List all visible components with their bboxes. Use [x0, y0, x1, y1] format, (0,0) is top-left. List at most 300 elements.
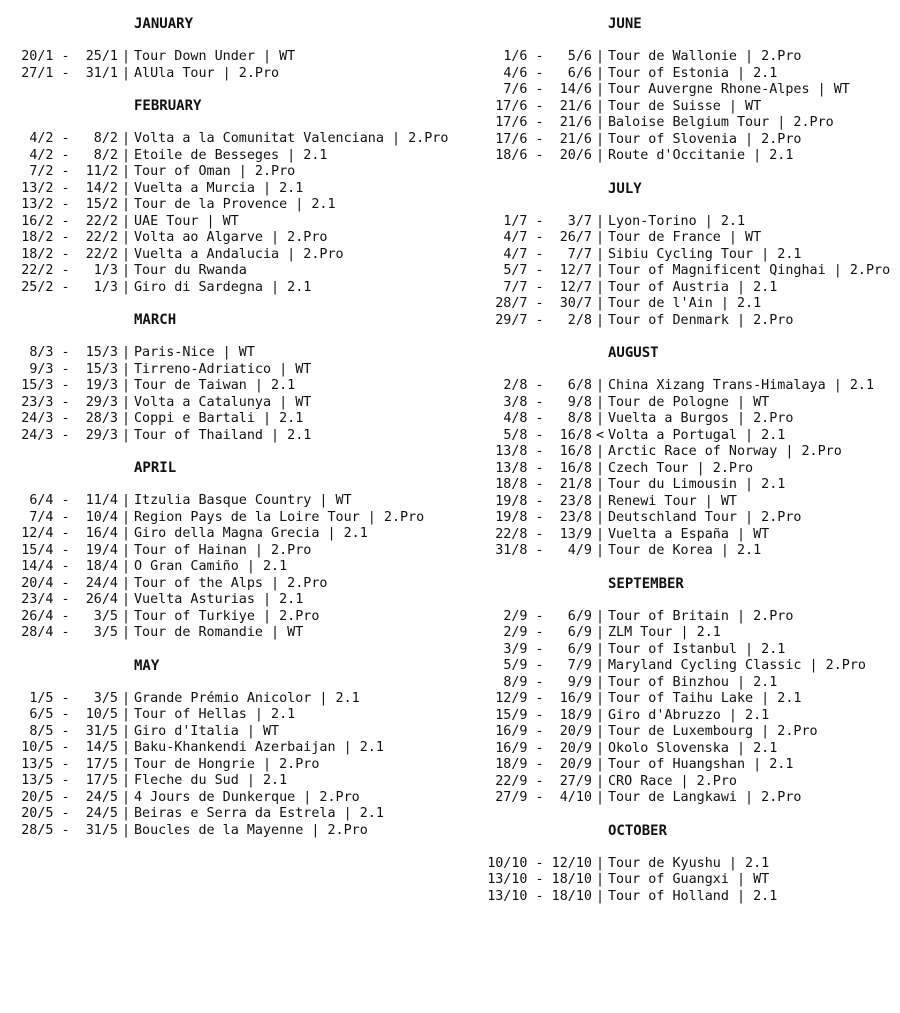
race-separator: |	[595, 460, 605, 476]
race-row	[474, 378, 900, 395]
race-separator: |	[595, 477, 605, 492]
race-separator: |	[121, 789, 131, 805]
race-dates: 13/8 - 16/8	[495, 460, 592, 476]
race-separator: |	[121, 263, 131, 278]
race-dates: 3/8 - 9/8	[503, 394, 592, 410]
right-column	[474, 0, 900, 905]
race-dates: 1/5 - 3/5	[29, 690, 118, 706]
race-row	[474, 642, 900, 659]
race-separator: |	[595, 115, 605, 130]
race-dates: 13/10 - 18/10	[487, 872, 592, 887]
race-row	[0, 197, 450, 214]
race-row	[0, 740, 450, 757]
race-dates: 4/8 - 8/8	[503, 411, 592, 426]
race-row	[0, 395, 450, 412]
month-section	[474, 807, 900, 906]
race-separator: |	[595, 82, 605, 97]
race-dates: 20/4 - 24/4	[21, 575, 118, 591]
race-row	[474, 527, 900, 544]
race-separator: |	[595, 724, 605, 739]
race-name: Vuelta Asturias | 2.1	[134, 592, 304, 607]
race-list	[474, 856, 900, 906]
race-dates: 2/9 - 6/9	[503, 625, 592, 640]
race-name: Maryland Cycling Classic | 2.Pro	[608, 658, 866, 673]
race-separator: |	[121, 493, 131, 508]
race-dates: 10/5 - 14/5	[21, 740, 118, 755]
race-row	[474, 494, 900, 511]
race-separator: |	[121, 65, 131, 81]
race-separator: |	[595, 757, 605, 772]
race-name: Tour du Rwanda	[134, 263, 247, 278]
race-separator: |	[121, 509, 131, 525]
race-name: Tour Auvergne Rhone-Alpes | WT	[608, 82, 850, 97]
race-separator: |	[121, 131, 131, 146]
race-name: Tirreno-Adriatico | WT	[134, 361, 312, 377]
race-list	[0, 691, 450, 840]
race-row	[0, 263, 450, 280]
race-row	[0, 148, 450, 165]
race-separator: |	[121, 427, 131, 443]
race-name: Tour of Istanbul | 2.1	[608, 641, 786, 657]
race-separator: |	[595, 394, 605, 410]
race-row	[474, 49, 900, 66]
month-title-june: JUNE	[608, 16, 642, 32]
race-dates: 17/6 - 21/6	[495, 98, 592, 114]
race-name: Etoile de Besseges | 2.1	[134, 147, 328, 163]
race-name: Baku-Khankendi Azerbaijan | 2.1	[134, 740, 384, 755]
race-separator: |	[595, 740, 605, 756]
race-name: Volta a Portugal | 2.1	[608, 427, 786, 443]
race-row	[474, 691, 900, 708]
race-dates: 4/7 - 7/7	[503, 246, 592, 262]
race-name: AlUla Tour | 2.Pro	[134, 65, 280, 81]
race-dates: 27/9 - 4/10	[495, 790, 592, 805]
race-separator: |	[121, 361, 131, 377]
race-dates: 18/2 - 22/2	[21, 246, 118, 262]
race-row	[474, 790, 900, 807]
race-dates: 6/5 - 10/5	[29, 707, 118, 722]
race-list	[474, 378, 900, 560]
month-section	[474, 560, 900, 807]
month-section	[0, 444, 450, 642]
race-row	[474, 510, 900, 527]
race-row	[0, 493, 450, 510]
race-name: Coppi e Bartali | 2.1	[134, 411, 304, 426]
race-separator: |	[121, 279, 131, 295]
race-dates: 28/4 - 3/5	[21, 625, 118, 640]
race-separator: |	[121, 707, 131, 722]
race-separator: |	[595, 641, 605, 657]
race-name: Grande Prémio Anicolor | 2.1	[134, 690, 360, 706]
race-dates: 2/8 - 6/8	[503, 378, 592, 393]
race-row	[0, 773, 450, 790]
race-name: Route d'Occitanie | 2.1	[608, 148, 794, 163]
race-dates: 26/4 - 3/5	[21, 608, 118, 624]
race-name: Fleche du Sud | 2.1	[134, 773, 288, 788]
race-row	[474, 444, 900, 461]
race-separator: |	[121, 690, 131, 706]
race-separator: |	[595, 246, 605, 262]
race-name: Tour du Limousin | 2.1	[608, 477, 786, 492]
race-separator: |	[595, 378, 605, 393]
race-name: Beiras e Serra da Estrela | 2.1	[134, 806, 384, 821]
race-row	[0, 181, 450, 198]
race-list	[0, 49, 450, 82]
race-name: Tour of Thailand | 2.1	[134, 427, 312, 443]
race-dates: 4/6 - 6/6	[503, 65, 592, 81]
race-name: Tour of Binzhou | 2.1	[608, 674, 778, 690]
race-separator: |	[595, 312, 605, 328]
race-name: Tour of Denmark | 2.Pro	[608, 312, 794, 328]
race-row	[0, 823, 450, 840]
race-name: Okolo Slovenska | 2.1	[608, 740, 778, 756]
race-row	[0, 609, 450, 626]
race-dates: 17/6 - 21/6	[495, 115, 592, 130]
race-row	[474, 625, 900, 642]
month-title-march: MARCH	[134, 312, 177, 328]
race-separator: |	[121, 723, 131, 739]
race-row	[474, 889, 900, 906]
race-name: Tour of Magnificent Qinghai | 2.Pro	[608, 263, 891, 278]
month-title-april: APRIL	[134, 460, 177, 476]
race-dates: 20/5 - 24/5	[21, 806, 118, 821]
race-separator: |	[121, 345, 131, 360]
race-separator: |	[121, 180, 131, 196]
race-separator: |	[595, 279, 605, 295]
race-separator: |	[595, 773, 605, 789]
race-separator: |	[595, 888, 605, 904]
race-separator: |	[595, 658, 605, 673]
race-dates: 15/9 - 18/9	[495, 707, 592, 723]
race-separator: |	[595, 411, 605, 426]
race-separator: <	[595, 427, 605, 443]
race-row	[0, 378, 450, 395]
race-dates: 18/6 - 20/6	[495, 148, 592, 163]
race-name: Giro d'Abruzzo | 2.1	[608, 707, 770, 723]
race-separator: |	[121, 575, 131, 591]
race-dates: 8/3 - 15/3	[29, 345, 118, 360]
race-dates: 19/8 - 23/8	[495, 493, 592, 509]
race-separator: |	[121, 147, 131, 163]
race-name: Czech Tour | 2.Pro	[608, 460, 754, 476]
race-row	[0, 362, 450, 379]
race-name: Tour de Wallonie | 2.Pro	[608, 49, 802, 64]
race-dates: 12/4 - 16/4	[21, 526, 118, 541]
race-separator: |	[595, 526, 605, 542]
race-row	[474, 247, 900, 264]
race-dates: 12/9 - 16/9	[495, 691, 592, 706]
race-row	[474, 115, 900, 132]
race-row	[0, 806, 450, 823]
race-row	[0, 230, 450, 247]
race-row	[0, 625, 450, 642]
race-separator: |	[595, 148, 605, 163]
month-section	[0, 0, 450, 82]
race-row	[474, 461, 900, 478]
race-name: Renewi Tour | WT	[608, 493, 737, 509]
race-list	[0, 345, 450, 444]
race-dates: 13/5 - 17/5	[21, 756, 118, 772]
race-name: Volta ao Algarve | 2.Pro	[134, 230, 328, 245]
race-separator: |	[121, 822, 131, 838]
race-list	[0, 131, 450, 296]
race-name: Boucles de la Mayenne | 2.Pro	[134, 822, 368, 838]
race-row	[0, 592, 450, 609]
race-name: Tour of Huangshan | 2.1	[608, 757, 794, 772]
race-dates: 22/8 - 13/9	[495, 526, 592, 542]
race-name: Tour de Luxembourg | 2.Pro	[608, 724, 818, 739]
race-row	[0, 790, 450, 807]
race-separator: |	[121, 740, 131, 755]
race-separator: |	[121, 592, 131, 607]
race-dates: 31/8 - 4/9	[495, 543, 592, 558]
race-dates: 1/7 - 3/7	[503, 213, 592, 229]
race-dates: 16/9 - 20/9	[495, 724, 592, 739]
race-dates: 22/2 - 1/3	[21, 263, 118, 278]
race-name: Tour of Hainan | 2.Pro	[134, 542, 312, 558]
race-row	[474, 66, 900, 83]
race-row	[474, 296, 900, 313]
race-row	[0, 691, 450, 708]
race-dates: 17/6 - 21/6	[495, 131, 592, 147]
race-separator: |	[595, 543, 605, 558]
month-title-february: FEBRUARY	[134, 98, 202, 114]
race-separator: |	[121, 197, 131, 212]
race-separator: |	[595, 625, 605, 640]
race-dates: 15/3 - 19/3	[21, 378, 118, 393]
race-dates: 22/9 - 27/9	[495, 773, 592, 789]
race-dates: 9/3 - 15/3	[29, 361, 118, 377]
month-section	[474, 329, 900, 560]
race-dates: 20/1 - 25/1	[21, 49, 118, 64]
race-row	[474, 658, 900, 675]
race-separator: |	[121, 806, 131, 821]
race-name: Baloise Belgium Tour | 2.Pro	[608, 115, 834, 130]
race-row	[0, 757, 450, 774]
race-separator: |	[595, 608, 605, 624]
month-title-july: JULY	[608, 180, 642, 197]
month-title-october: OCTOBER	[608, 822, 668, 839]
race-name: Tour de Taiwan | 2.1	[134, 378, 296, 393]
month-title-may: MAY	[134, 657, 160, 674]
race-separator: |	[121, 394, 131, 410]
race-dates: 6/4 - 11/4	[29, 493, 118, 508]
race-row	[474, 82, 900, 99]
race-dates: 7/4 - 10/4	[29, 509, 118, 525]
race-name: Tour de la Provence | 2.1	[134, 197, 336, 212]
race-dates: 7/7 - 12/7	[503, 279, 592, 295]
race-name: Sibiu Cycling Tour | 2.1	[608, 246, 802, 262]
race-list	[474, 609, 900, 807]
race-dates: 5/9 - 7/9	[503, 658, 592, 673]
race-separator: |	[595, 674, 605, 690]
race-dates: 14/4 - 18/4	[21, 559, 118, 574]
race-separator: |	[595, 493, 605, 509]
race-name: Giro di Sardegna | 2.1	[134, 279, 312, 295]
race-separator: |	[121, 542, 131, 558]
race-separator: |	[595, 872, 605, 887]
race-name: Giro della Magna Grecia | 2.1	[134, 526, 368, 541]
month-title-september: SEPTEMBER	[608, 575, 684, 592]
race-name: Tour of the Alps | 2.Pro	[134, 575, 328, 591]
race-dates: 23/4 - 26/4	[21, 592, 118, 607]
race-separator: |	[121, 625, 131, 640]
race-separator: |	[595, 691, 605, 706]
race-separator: |	[121, 378, 131, 393]
race-name: Deutschland Tour | 2.Pro	[608, 510, 802, 525]
race-separator: |	[121, 608, 131, 624]
race-dates: 16/9 - 20/9	[495, 740, 592, 756]
race-separator: |	[121, 559, 131, 574]
month-title-august: AUGUST	[608, 345, 659, 361]
race-row	[0, 247, 450, 264]
race-dates: 13/8 - 16/8	[495, 444, 592, 459]
race-dates: 15/4 - 19/4	[21, 542, 118, 558]
race-dates: 13/10 - 18/10	[487, 888, 592, 904]
race-name: Tour de l'Ain | 2.1	[608, 296, 762, 311]
race-dates: 20/5 - 24/5	[21, 789, 118, 805]
race-name: 4 Jours de Dunkerque | 2.Pro	[134, 789, 360, 805]
race-dates: 5/8 - 16/8	[503, 427, 592, 443]
race-dates: 4/7 - 26/7	[503, 230, 592, 245]
race-dates: 25/2 - 1/3	[21, 279, 118, 295]
race-row	[0, 131, 450, 148]
race-name: Giro d'Italia | WT	[134, 723, 280, 739]
race-dates: 23/3 - 29/3	[21, 394, 118, 410]
race-name: Vuelta a España | WT	[608, 526, 770, 542]
race-name: Tour de France | WT	[608, 230, 762, 245]
race-name: Lyon-Torino | 2.1	[608, 213, 746, 229]
race-dates: 3/9 - 6/9	[503, 641, 592, 657]
race-name: ZLM Tour | 2.1	[608, 625, 721, 640]
race-separator: |	[121, 49, 131, 64]
race-row	[0, 543, 450, 560]
race-separator: |	[595, 213, 605, 229]
race-row	[0, 428, 450, 445]
race-name: Vuelta a Andalucia | 2.Pro	[134, 246, 344, 262]
race-row	[474, 477, 900, 494]
race-dates: 1/6 - 5/6	[503, 49, 592, 64]
race-dates: 19/8 - 23/8	[495, 510, 592, 525]
race-separator: |	[121, 773, 131, 788]
race-dates: 18/8 - 21/8	[495, 477, 592, 492]
race-row	[0, 411, 450, 428]
race-separator: |	[595, 510, 605, 525]
race-name: Tour of Britain | 2.Pro	[608, 608, 794, 624]
race-row	[474, 132, 900, 149]
race-row	[474, 99, 900, 116]
race-row	[0, 164, 450, 181]
race-name: Region Pays de la Loire Tour | 2.Pro	[134, 509, 425, 525]
race-row	[0, 214, 450, 231]
race-name: Tour de Korea | 2.1	[608, 543, 762, 558]
race-dates: 29/7 - 2/8	[495, 312, 592, 328]
race-separator: |	[121, 164, 131, 179]
race-list	[474, 49, 900, 165]
race-separator: |	[595, 263, 605, 278]
race-row	[474, 741, 900, 758]
race-row	[474, 675, 900, 692]
race-separator: |	[595, 790, 605, 805]
race-row	[474, 395, 900, 412]
race-dates: 28/7 - 30/7	[495, 296, 592, 311]
race-dates: 13/5 - 17/5	[21, 773, 118, 788]
race-name: Paris-Nice | WT	[134, 345, 255, 360]
month-section	[0, 642, 450, 840]
race-row	[474, 214, 900, 231]
race-name: Tour de Romandie | WT	[134, 625, 304, 640]
race-dates: 27/1 - 31/1	[21, 65, 118, 81]
race-name: Tour de Pologne | WT	[608, 394, 770, 410]
race-dates: 18/2 - 22/2	[21, 230, 118, 245]
race-row	[474, 757, 900, 774]
race-row	[474, 280, 900, 297]
race-name: Tour of Turkiye | 2.Pro	[134, 608, 320, 624]
race-dates: 10/10 - 12/10	[487, 855, 592, 871]
race-row	[0, 526, 450, 543]
race-name: Tour de Kyushu | 2.1	[608, 855, 770, 871]
race-row	[474, 230, 900, 247]
race-dates: 4/2 - 8/2	[29, 147, 118, 163]
race-row	[474, 263, 900, 280]
race-dates: 13/2 - 14/2	[21, 180, 118, 196]
race-separator: |	[595, 131, 605, 147]
race-name: Itzulia Basque Country | WT	[134, 493, 352, 508]
race-row	[474, 708, 900, 725]
month-section	[0, 296, 450, 444]
race-dates: 5/7 - 12/7	[503, 263, 592, 278]
race-dates: 4/2 - 8/2	[29, 131, 118, 146]
race-name: Tour of Estonia | 2.1	[608, 65, 778, 81]
race-row	[0, 66, 450, 83]
race-dates: 2/9 - 6/9	[503, 608, 592, 624]
race-row	[0, 576, 450, 593]
race-separator: |	[595, 296, 605, 311]
month-section	[474, 165, 900, 330]
race-row	[0, 724, 450, 741]
race-row	[474, 724, 900, 741]
race-separator: |	[121, 756, 131, 772]
race-name: Tour of Austria | 2.1	[608, 279, 778, 295]
race-dates: 8/9 - 9/9	[503, 674, 592, 690]
race-row	[474, 609, 900, 626]
race-dates: 28/5 - 31/5	[21, 822, 118, 838]
race-name: Arctic Race of Norway | 2.Pro	[608, 444, 842, 459]
race-row	[0, 49, 450, 66]
race-row	[474, 543, 900, 560]
race-row	[474, 774, 900, 791]
race-name: Tour of Oman | 2.Pro	[134, 164, 296, 179]
race-name: Tour of Taihu Lake | 2.1	[608, 691, 802, 706]
race-name: Tour of Holland | 2.1	[608, 888, 778, 904]
race-row	[474, 411, 900, 428]
race-separator: |	[595, 707, 605, 723]
race-name: Vuelta a Burgos | 2.Pro	[608, 411, 794, 426]
left-column	[0, 0, 450, 839]
race-name: O Gran Camiño | 2.1	[134, 559, 288, 574]
race-dates: 18/9 - 20/9	[495, 757, 592, 772]
race-name: UAE Tour | WT	[134, 213, 239, 229]
race-separator: |	[121, 526, 131, 541]
race-dates: 24/3 - 29/3	[21, 427, 118, 443]
race-dates: 8/5 - 31/5	[29, 723, 118, 739]
race-list	[0, 493, 450, 642]
race-separator: |	[595, 65, 605, 81]
race-row	[474, 313, 900, 330]
race-name: Volta a la Comunitat Valenciana | 2.Pro	[134, 131, 449, 146]
race-row	[0, 280, 450, 297]
race-separator: |	[121, 213, 131, 229]
